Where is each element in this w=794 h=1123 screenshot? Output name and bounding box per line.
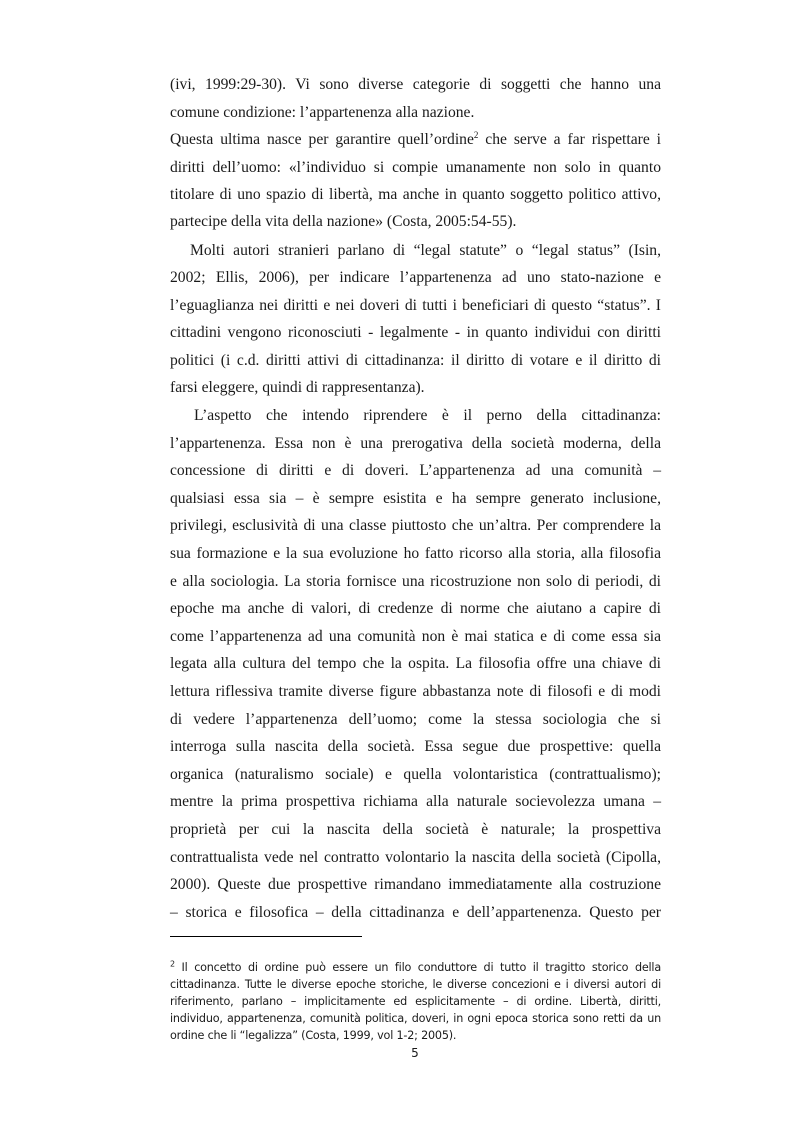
text-line: politici (i c.d. diritti attivi di cittadinanza: il diritto di votare e il diritto di (170, 352, 661, 369)
text-line: cittadini vengono riconosciuti - legalmente - in quanto individui con diritti (170, 324, 661, 341)
text-line: farsi eleggere, quindi di rappresentanza). (170, 379, 425, 396)
text-fragment: Il concetto di ordine può essere un filo conduttore di tutto il tragitto storico della (174, 961, 661, 974)
footnote-line: riferimento, parlano – implicitamente ed esplicitamente – di ordine. Libertà, diritti, (170, 995, 661, 1008)
text-line: 2002; Ellis, 2006), per indicare l’appartenenza ad uno stato-nazione e (170, 269, 661, 286)
text-fragment: che serve a far rispettare i (478, 131, 661, 148)
text-line: legata alla cultura del tempo che la ospita. La filosofia offre una chiave di (170, 655, 661, 672)
text-line: proprietà per cui la nascita della società è naturale; la prospettiva (170, 821, 661, 838)
footnote-ref[interactable]: 2 (473, 129, 479, 140)
text-fragment: Questa ultima nasce per garantire quell’ordine (170, 131, 474, 148)
text-line: mentre la prima prospettiva richiama alla naturale socievolezza umana – (170, 793, 661, 810)
text-line: L’aspetto che intendo riprendere è il perno della cittadinanza: (194, 407, 661, 424)
text-line: di vedere l’appartenenza dell’uomo; come la stessa sociologia che si (170, 711, 661, 728)
text-line: l’appartenenza. Essa non è una prerogativa della società moderna, della (170, 435, 661, 452)
text-line: partecipe della vita della nazione» (Costa, 2005:54-55). (170, 213, 517, 230)
footnote-line: individuo, appartenenza, comunità politica, doveri, in ogni epoca storica sono retti da un (170, 1012, 661, 1025)
text-line: organica (naturalismo sociale) e quella volontaristica (contrattualismo); (170, 766, 661, 783)
text-line: (ivi, 1999:29-30). Vi sono diverse categorie di soggetti che hanno una (170, 76, 661, 93)
text-line: come l’appartenenza ad una comunità non è mai statica e di come essa sia (170, 628, 661, 645)
page-number: 5 (411, 1046, 419, 1060)
text-line: diritti dell’uomo: «l’individuo si compie umanamente non solo in quanto (170, 159, 661, 176)
footnote-marker: 2 (170, 959, 175, 969)
text-line: l’eguaglianza nei diritti e nei doveri di tutti i beneficiari di questo “status”. I (170, 297, 661, 314)
text-line: sua formazione e la sua evoluzione ho fatto ricorso alla storia, alla filosofia (170, 545, 661, 562)
text-line: titolare di uno spazio di libertà, ma anche in quanto soggetto politico attivo, (170, 186, 661, 203)
footnote-line: cittadinanza. Tutte le diverse epoche storiche, le diverse concezioni e i diversi autori di (170, 978, 661, 991)
text-line: interroga sulla nascita della società. Essa segue due prospettive: quella (170, 738, 661, 755)
footnote-line: ordine che li “legalizza” (Costa, 1999, vol 1-2; 2005). (170, 1029, 457, 1042)
text-line: 2000). Queste due prospettive rimandano immediatamente alla costruzione (170, 876, 661, 893)
text-line: lettura riflessiva tramite diverse figure abbastanza note di filosofi e di modi (170, 683, 661, 700)
text-line: qualsiasi essa sia – è sempre esistita e ha sempre generato inclusione, (170, 490, 661, 507)
text-line: Molti autori stranieri parlano di “legal statute” o “legal status” (Isin, (190, 242, 661, 259)
text-line: contrattualista vede nel contratto volontario la nascita della società (Cipolla, (170, 849, 661, 866)
text-line: e alla sociologia. La storia fornisce una ricostruzione non solo di periodi, di (170, 573, 661, 590)
text-line: epoche ma anche di valori, di credenze di norme che aiutano a capire di (170, 600, 661, 617)
footnote-separator (170, 936, 362, 937)
text-line: comune condizione: l’appartenenza alla nazione. (170, 104, 475, 121)
footnote-line (170, 959, 661, 976)
text-line (170, 129, 661, 151)
text-line: – storica e filosofica – della cittadinanza e dell’appartenenza. Questo per (170, 904, 661, 921)
text-line: privilegi, esclusività di una classe piuttosto che un’altra. Per comprendere la (170, 517, 661, 534)
text-line: concessione di diritti e di doveri. L’appartenenza ad una comunità – (170, 462, 661, 479)
